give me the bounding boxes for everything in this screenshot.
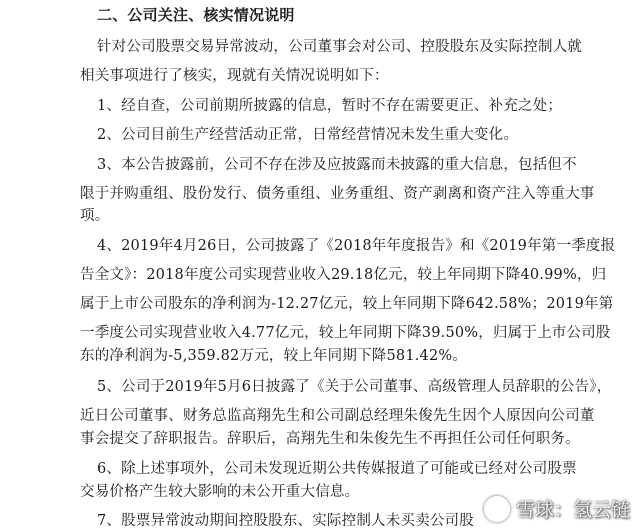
paragraph-line: 4、2019年4月26日，公司披露了《2018年年度报告》和《2019年第一季度报 bbox=[97, 238, 616, 254]
paragraph-line: 2、公司目前生产经营活动正常，日常经营情况未发生重大变化。 bbox=[97, 127, 519, 143]
paragraph-line: 1、经自查，公司前期所披露的信息，暂时不存在需要更正、补充之处； bbox=[97, 98, 563, 114]
paragraph-line: 6、除上述事项外，公司未发现近期公共传媒报道了可能或已经对公司股票 bbox=[97, 461, 577, 477]
paragraph-line: 属于上市公司股东的净利润为-12.27亿元，较上年同期下降642.58%；2019年第 bbox=[80, 296, 614, 312]
paragraph-line: 告全文》：2018年度公司实现营业收入29.18亿元，较上年同期下降40.99%，归 bbox=[80, 267, 607, 283]
paragraph-line: 近日公司董事、财务总监高翔先生和公司副总经理朱俊先生因个人原因向公司董 bbox=[80, 408, 595, 424]
paragraph-line: 相关事项进行了核实，现就有关情况说明如下： bbox=[80, 68, 389, 84]
paragraph-line: 限于并购重组、股份发行、债务重组、业务重组、资产剥离和资产注入等重大事 bbox=[80, 186, 595, 202]
section-heading: 二、公司关注、核实情况说明 bbox=[97, 6, 295, 24]
paragraph-line: 东的净利润为-5,359.82万元，较上年同期下降581.42%。 bbox=[80, 348, 468, 364]
paragraph-line: 交易价格产生较大影响的未公开重大信息。 bbox=[80, 484, 360, 500]
xueqiu-logo-icon bbox=[484, 496, 510, 522]
paragraph-line: 项。 bbox=[80, 208, 110, 224]
watermark-text: 雪球：氢云链 bbox=[515, 499, 630, 521]
paragraph-line: 针对公司股票交易异常波动，公司董事会对公司、控股股东及实际控制人就 bbox=[97, 39, 583, 55]
paragraph-line: 一季度公司实现营业收入4.77亿元，较上年同期下降39.50%，归属于上市公司股 bbox=[80, 325, 611, 341]
paragraph-line: 事会提交了辞职报告。辞职后，高翔先生和朱俊先生不再担任公司任何职务。 bbox=[80, 431, 580, 447]
paragraph-line: 7、股票异常波动期间控股股东、实际控制人未买卖公司股 bbox=[97, 513, 474, 529]
paragraph-line: 3、本公告披露前，公司不存在涉及应披露而未披露的重大信息，包括但不 bbox=[97, 157, 577, 173]
xueqiu-watermark bbox=[484, 495, 630, 522]
paragraph-line: 5、公司于2019年5月6日披露了《关于公司董事、高级管理人员辞职的公告》， bbox=[97, 379, 612, 395]
